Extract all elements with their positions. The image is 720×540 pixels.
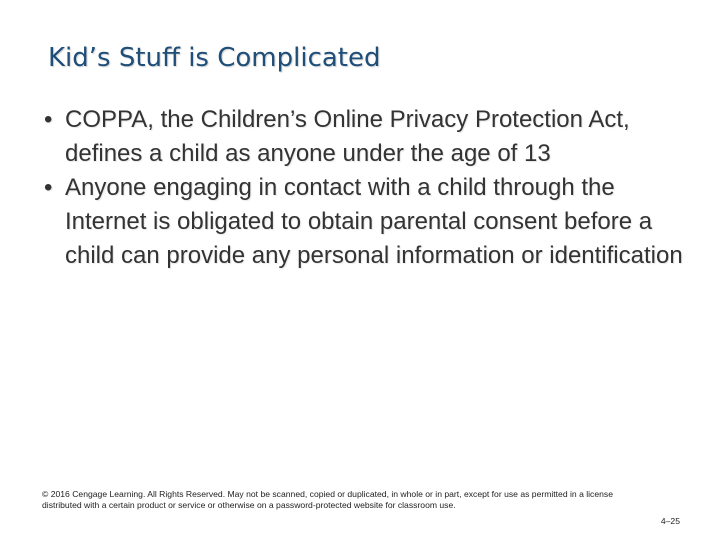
bullet-marker: • [44,106,53,133]
bullet-marker: • [44,174,53,201]
slide-title: Kid’s Stuff is Complicated [48,43,381,73]
bullet-text: COPPA, the Children’s Online Privacy Protection Act, defines a child as anyone under the age of 13 [65,106,630,167]
bullet-list [44,103,684,273]
copyright-footer: © 2016 Cengage Learning. All Rights Reserved. May not be scanned, copied or duplicated, in whole or in part, except for use as permitted in a license distributed with a certain product or service or otherwise on a password-protected website for classroom use. [42,489,613,511]
bullet-item [44,103,684,171]
page-number: 4–25 [660,516,680,526]
bullet-text: Anyone engaging in contact with a child through the Internet is obligated to obtain parental consent before a child can provide any personal information or identification [65,174,683,269]
bullet-item [44,171,684,273]
